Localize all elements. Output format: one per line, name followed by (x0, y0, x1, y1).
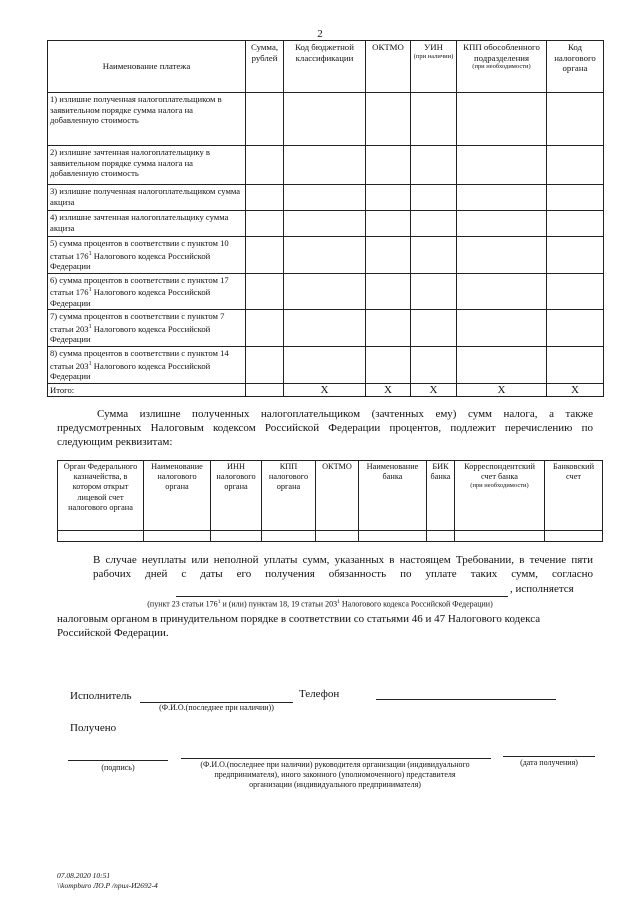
cell-uin (411, 185, 457, 211)
row-name: 1) излишне полученная налогоплательщиком в заявительном порядке сумма налога на добавленную стоимость (48, 93, 246, 146)
row-name-text: 5) сумма процентов в соответствии с пунктом 10 статьи 176 (50, 238, 229, 261)
x-mark: X (457, 384, 547, 397)
table-row (48, 237, 604, 274)
cell-sum (246, 146, 284, 185)
cell-sum (246, 310, 284, 347)
cell-tax-code (547, 211, 604, 237)
cell-sum (246, 93, 284, 146)
cell-sum (246, 237, 284, 274)
cell-kpp (457, 93, 547, 146)
signature-note: (подпись) (101, 763, 135, 772)
cell-tax-code (547, 310, 604, 347)
executor-note: (Ф.И.О.(последнее при наличии)) (159, 703, 274, 712)
enforcement-paragraph: налоговым органом в принудительном порядке в соответствии со статьями 46 и 47 Налогового кодекса Российской Федерации. (57, 613, 541, 639)
total-label: Итого: (48, 384, 246, 397)
table-row (48, 211, 604, 237)
row-name (48, 347, 246, 384)
payment-table-header (48, 41, 604, 93)
table-row (58, 531, 603, 542)
cell-oktmo (366, 185, 411, 211)
header-uin (411, 41, 457, 93)
table-cell (144, 531, 211, 542)
cell-tax-code (547, 185, 604, 211)
article-note-a: (пункт 23 статьи 176 (147, 599, 218, 609)
table-cell (455, 531, 545, 542)
table-cell (58, 531, 144, 542)
header-kpp-note: (при необходимости) (472, 63, 531, 70)
row-name: 3) излишне полученная налогоплательщиком сумма акциза (48, 185, 246, 211)
table-row (48, 185, 604, 211)
table-cell (545, 531, 603, 542)
requisites-paragraph: Сумма излишне полученных налогоплательщиком (зачтенных ему) сумм налога, а также предусмотренных Налоговым кодексом Российской Федерации процентов, подлежит перечислению по следующим реквизитам: (57, 408, 593, 448)
row-name: 2) излишне зачтенная налогоплательщику в заявительном порядке сумма налога на добавленную стоимость (48, 146, 246, 185)
executor-label: Исполнитель (70, 690, 132, 702)
footer-timestamp: 07.08.2020 10:51 (57, 871, 111, 880)
row-name (48, 273, 246, 310)
header-uin-note: (при наличии) (413, 52, 454, 60)
x-mark: X (411, 384, 457, 397)
cell-tax-code (547, 146, 604, 185)
signature-line (68, 760, 168, 761)
header-sum: Сумма, рублей (246, 41, 284, 93)
table-cell (262, 531, 316, 542)
cell-tax-code (547, 93, 604, 146)
cell-uin (411, 146, 457, 185)
total-row (48, 384, 604, 397)
header-oktmo: ОКТМО (366, 41, 411, 93)
cell-kbk (284, 146, 366, 185)
row-name: 4) излишне зачтенная налогоплательщику сумма акциза (48, 211, 246, 237)
cell-kpp (457, 237, 547, 274)
cell-kbk (284, 93, 366, 146)
row-name (48, 237, 246, 274)
cell-kpp (457, 273, 547, 310)
row-name-text: Налогового кодекса Российской Федерации (50, 323, 211, 345)
table-cell (316, 531, 359, 542)
header-corr-note: (при необходимости) (470, 482, 529, 490)
header-corr-account (455, 461, 545, 531)
cell-sum (246, 185, 284, 211)
x-mark: X (547, 384, 604, 397)
date-line (503, 756, 595, 757)
footer-path: \\kompburo ЛО.Р /прил-И2692-4 (57, 881, 158, 890)
requisites-header (58, 461, 603, 531)
date-note: (дата получения) (520, 758, 578, 767)
nonpayment-text: В случае неуплаты или неполной уплаты сумм, указанных в настоящем Требовании, в течение пяти рабочих дней с даты его получения обязанность по уплате таких сумм, согласно (93, 554, 593, 580)
header-uin-label: УИН (424, 42, 443, 52)
cell-kbk (284, 273, 366, 310)
table-row (48, 146, 604, 185)
header-payment-name: Наименование платежа (48, 41, 246, 93)
table-row (48, 93, 604, 146)
table-row (48, 273, 604, 310)
header-treasury: Орган Федерального казначейства, в котором открыт лицевой счет налогового органа (58, 461, 144, 531)
header-tax-code: Код налогового органа (547, 41, 604, 93)
cell-uin (411, 347, 457, 384)
table-row (48, 347, 604, 384)
cell-oktmo (366, 237, 411, 274)
cell-sum (246, 211, 284, 237)
article-note (0, 597, 640, 610)
superscript: 1 (217, 599, 221, 605)
table-cell (359, 531, 427, 542)
header-kpp (457, 41, 547, 93)
cell-oktmo (366, 310, 411, 347)
superscript: 1 (88, 250, 92, 257)
nonpayment-paragraph-line1 (93, 553, 593, 581)
cell-kpp (457, 146, 547, 185)
cell-kbk (284, 185, 366, 211)
header-kpp: КПП налогового органа (262, 461, 316, 531)
header-kpp-label: КПП обособленного подразделения (463, 42, 540, 63)
cell-tax-code (547, 273, 604, 310)
cell-kpp (457, 347, 547, 384)
row-name-text: 8) сумма процентов в соответствии с пунктом 14 статьи 203 (50, 348, 229, 371)
cell-sum (246, 347, 284, 384)
cell-kbk (284, 211, 366, 237)
header-bank-name: Наименование банка (359, 461, 427, 531)
header-inn: ИНН налогового органа (211, 461, 262, 531)
cell-kbk (284, 310, 366, 347)
cell-kpp (457, 211, 547, 237)
cell-uin (411, 273, 457, 310)
row-name-text: Налогового кодекса Российской Федерации (50, 250, 211, 272)
x-mark: X (284, 384, 366, 397)
header-bik: БИК банка (427, 461, 455, 531)
page-number: 2 (317, 28, 323, 40)
payment-table (47, 40, 604, 397)
cell-oktmo (366, 93, 411, 146)
cell-total-sum (246, 384, 284, 397)
cell-uin (411, 93, 457, 146)
cell-tax-code (547, 347, 604, 384)
representative-note: (Ф.И.О.(последнее при наличии) руководителя организации (индивидуального предпринимателя), иного законного (уполномоченного) представителя организации (индивидуального предпринимателя) (200, 760, 470, 789)
table-row (48, 310, 604, 347)
table-cell (211, 531, 262, 542)
cell-oktmo (366, 273, 411, 310)
cell-sum (246, 273, 284, 310)
cell-kpp (457, 185, 547, 211)
cell-uin (411, 211, 457, 237)
received-label: Получено (70, 722, 117, 734)
header-bank-account: Банковский счет (545, 461, 603, 531)
cell-kbk (284, 347, 366, 384)
table-cell (427, 531, 455, 542)
superscript: 1 (88, 323, 92, 330)
row-name-text: 7) сумма процентов в соответствии с пунктом 7 статьи 203 (50, 311, 225, 334)
cell-oktmo (366, 146, 411, 185)
row-name-text: 6) сумма процентов в соответствии с пунктом 17 статьи 176 (50, 274, 229, 298)
phone-line (376, 699, 556, 700)
representative-line (181, 758, 491, 759)
header-kbk: Код бюджетной классификации (284, 41, 366, 93)
cell-kbk (284, 237, 366, 274)
superscript: 1 (88, 360, 92, 367)
phone-label: Телефон (299, 688, 340, 700)
cell-tax-code (547, 237, 604, 274)
superscript: 1 (337, 599, 340, 605)
superscript: 1 (88, 287, 92, 294)
cell-oktmo (366, 347, 411, 384)
row-name-text: Налогового кодекса Российской Федерации (50, 287, 211, 308)
row-name-text: Налогового кодекса Российской Федерации (50, 360, 211, 382)
row-name (48, 310, 246, 347)
nonpayment-end: , исполняется (510, 583, 574, 595)
cell-uin (411, 237, 457, 274)
cell-uin (411, 310, 457, 347)
article-note-c: Налогового кодекса Российской Федерации) (339, 599, 493, 609)
x-mark: X (366, 384, 411, 397)
cell-oktmo (366, 211, 411, 237)
header-oktmo: ОКТМО (316, 461, 359, 531)
requisites-table (57, 460, 603, 542)
header-tax-org-name: Наименование налогового органа (144, 461, 211, 531)
header-corr-label: Корреспондентский счет банка (464, 462, 535, 482)
cell-kpp (457, 310, 547, 347)
article-note-b: и (или) пунктам 18, 19 статьи 203 (220, 599, 338, 609)
